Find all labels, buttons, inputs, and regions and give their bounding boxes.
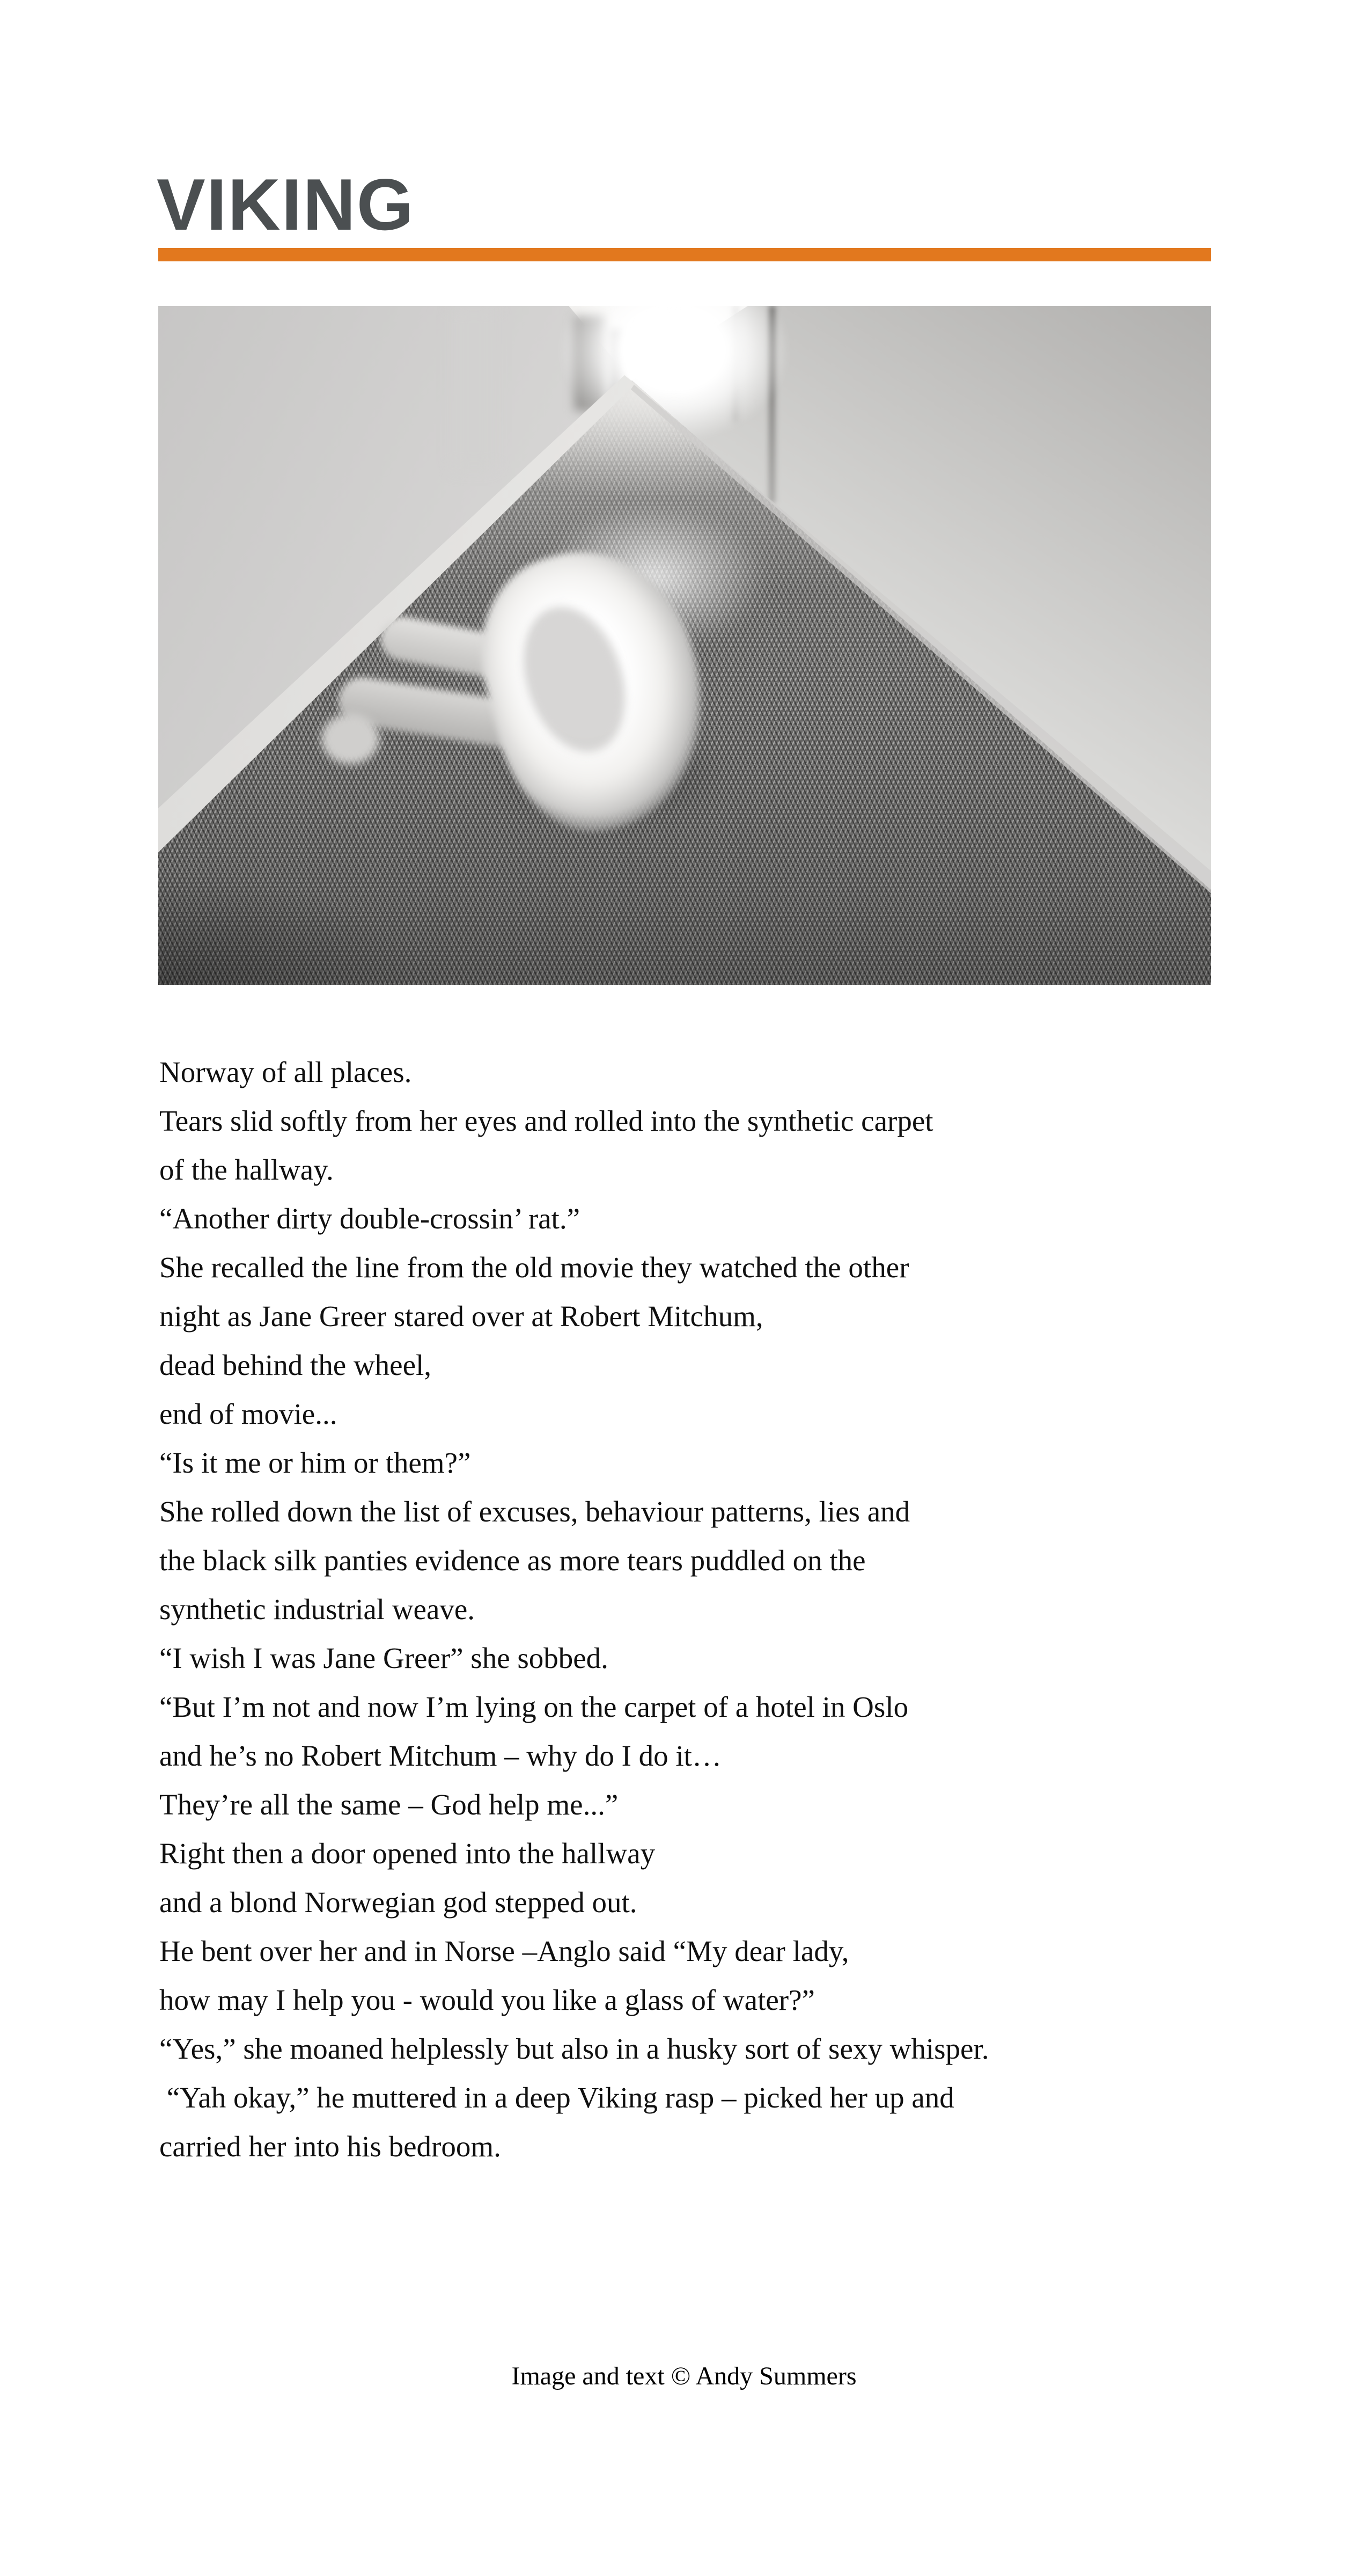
photo-figure-foot [321,713,379,764]
poem-line: Norway of all places. [159,1056,412,1088]
poem [159,1048,1232,2171]
poem-line: “Yes,” she moaned helplessly but also in a husky sort of sexy whisper. [159,2032,989,2065]
poem-line: carried her into his bedroom. [159,2130,501,2163]
photo-left-wall-shading [453,306,495,469]
poem-line: They’re all the same – God help me...” [159,1788,619,1821]
poem-line: “I wish I was Jane Greer” she sobbed. [159,1642,608,1674]
poem-line: “Yah okay,” he muttered in a deep Viking rasp – picked her up and [159,2081,954,2114]
poem-line: how may I help you - would you like a glass of water?” [159,1984,815,2016]
poem-line: and a blond Norwegian god stepped out. [159,1886,637,1919]
poem-line: “But I’m not and now I’m lying on the carpet of a hotel in Oslo [159,1690,909,1723]
poem-line: “Is it me or him or them?” [159,1446,471,1479]
poem-line: dead behind the wheel, [159,1349,432,1381]
page-title: VIKING [157,164,415,246]
poem-line: Right then a door opened into the hallway [159,1837,656,1870]
poem-line: She recalled the line from the old movie they watched the other [159,1251,909,1284]
poem-line: of the hallway. [159,1153,334,1186]
poem-line: end of movie... [159,1397,337,1430]
poem-line: He bent over her and in Norse –Anglo said “My dear lady, [159,1935,849,1967]
corridor-photo [158,306,1211,985]
poem-line: synthetic industrial weave. [159,1593,475,1626]
poem-line: night as Jane Greer stared over at Robert Mitchum, [159,1300,763,1333]
poem-line: and he’s no Robert Mitchum – why do I do it… [159,1739,722,1772]
credit-line: Image and text © Andy Summers [511,2362,857,2390]
poem-line: the black silk panties evidence as more tears puddled on the [159,1544,866,1577]
accent-rule [158,248,1211,261]
poem-line: She rolled down the list of excuses, behaviour patterns, lies and [159,1495,910,1528]
poem-line: “Another dirty double-crossin’ rat.” [159,1202,580,1235]
poem-line: Tears slid softly from her eyes and rolled into the synthetic carpet [159,1104,933,1137]
